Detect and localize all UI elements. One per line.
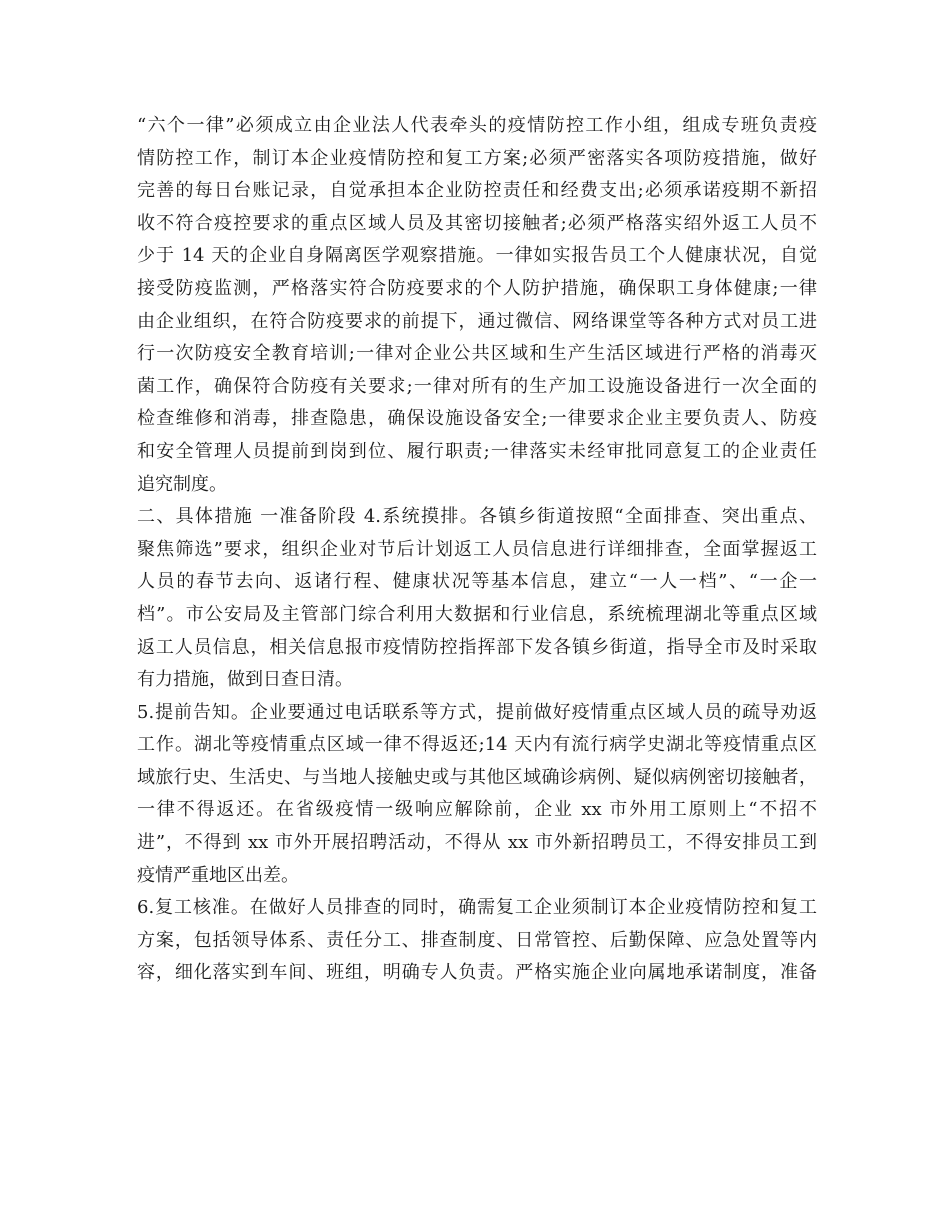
paragraph-line: 域旅行史、生活史、与当地人接触史或与其他区域确诊病例、疑似病例密切接触者， [137,766,817,788]
paragraph-line: 有力措施，做到日查日清。 [137,669,353,691]
paragraph-line: 情防控工作，制订本企业疫情防控和复工方案;必须严密落实各项防疫措施，做好 [137,147,817,169]
paragraph-line: 收不符合疫控要求的重点区域人员及其密切接触者;必须严格落实绍外返工人员不 [137,212,817,234]
paragraph-line: 工作。湖北等疫情重点区域一律不得返还;14 天内有流行病学史湖北等疫情重点区 [137,734,817,756]
paragraph-line: 追究制度。 [137,473,227,495]
paragraph-line: 接受防疫监测，严格落实符合防疫要求的个人防护措施，确保职工身体健康;一律 [137,277,817,299]
document-body [137,110,817,990]
paragraph-line: 一律不得返还。在省级疫情一级响应解除前，企业 xx 市外用工原则上“不招不 [137,799,817,821]
paragraph-line: 由企业组织，在符合防疫要求的前提下，通过微信、网络课堂等各种方式对员工进 [137,310,817,332]
paragraph-line: 方案，包括领导体系、责任分工、排查制度、日常管控、后勤保障、应急处置等内 [137,929,817,951]
paragraph-line: 二、具体措施 一准备阶段 4.系统摸排。各镇乡街道按照“全面排查、突出重点、 [137,506,817,528]
paragraph-line: 进”，不得到 xx 市外开展招聘活动，不得从 xx 市外新招聘员工，不得安排员工到 [137,832,817,854]
paragraph-line: 少于 14 天的企业自身隔离医学观察措施。一律如实报告员工个人健康状况，自觉 [137,245,817,267]
paragraph-line: 检查维修和消毒，排查隐患，确保设施设备安全;一律要求企业主要负责人、防疫 [137,408,817,430]
paragraph-line: 容，细化落实到车间、班组，明确专人负责。严格实施企业向属地承诺制度，准备 [137,962,817,984]
paragraph-line: 5.提前告知。企业要通过电话联系等方式，提前做好疫情重点区域人员的疏导劝返 [137,701,817,723]
paragraph-line: 档”。市公安局及主管部门综合利用大数据和行业信息，系统梳理湖北等重点区域 [137,603,817,625]
paragraph-line: 完善的每日台账记录，自觉承担本企业防控责任和经费支出;必须承诺疫期不新招 [137,180,817,202]
paragraph-line: 聚焦筛选”要求，组织企业对节后计划返工人员信息进行详细排查，全面掌握返工 [137,538,817,560]
paragraph-line: 疫情严重地区出差。 [137,864,299,886]
paragraph-line: “六个一律”必须成立由企业法人代表牵头的疫情防控工作小组，组成专班负责疫 [137,115,817,136]
paragraph-line: 返工人员信息，相关信息报市疫情防控指挥部下发各镇乡街道，指导全市及时采取 [137,636,817,658]
paragraph-line: 和安全管理人员提前到岗到位、履行职责;一律落实未经审批同意复工的企业责任 [137,440,817,462]
paragraph-line: 菌工作，确保符合防疫有关要求;一律对所有的生产加工设施设备进行一次全面的 [137,375,817,397]
paragraph-line: 6.复工核准。在做好人员排查的同时，确需复工企业须制订本企业疫情防控和复工 [137,897,817,919]
paragraph-line: 人员的春节去向、返诸行程、健康状况等基本信息，建立“一人一档”、“一企一 [137,571,817,593]
paragraph-line: 行一次防疫安全教育培训;一律对企业公共区域和生产生活区域进行严格的消毒灭 [137,343,817,365]
